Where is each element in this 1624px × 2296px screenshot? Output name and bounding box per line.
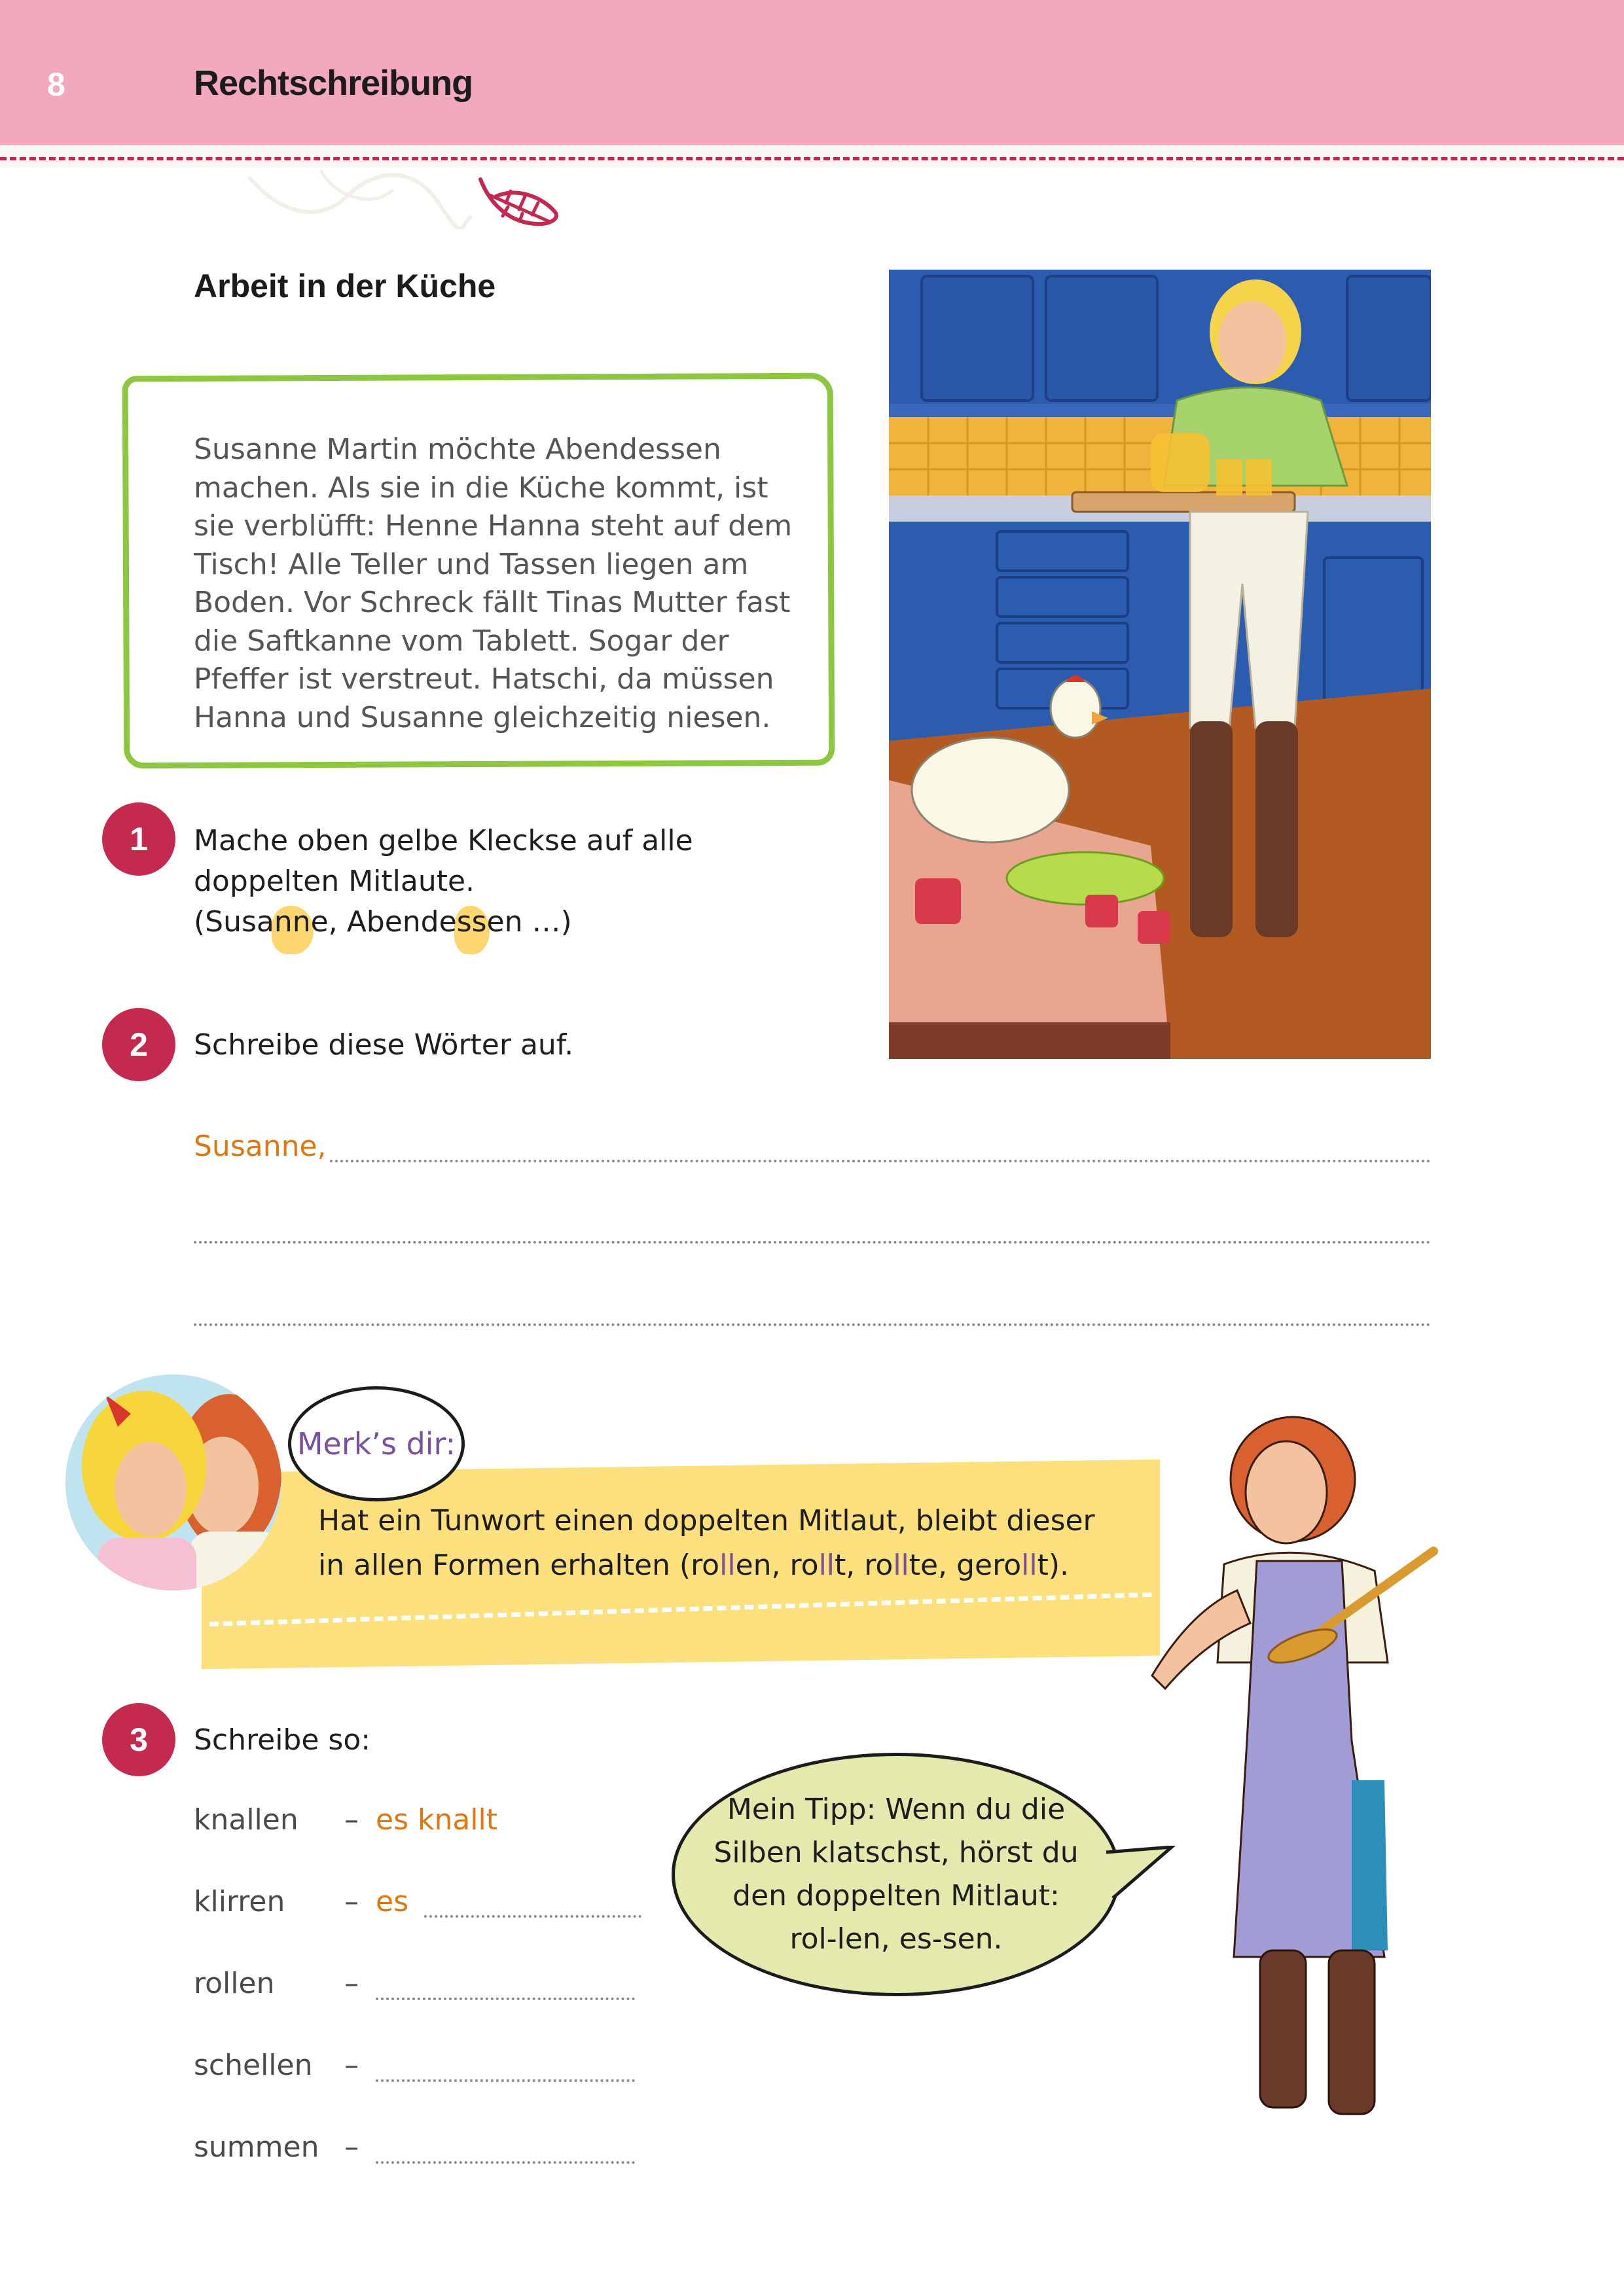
- two-girls-icon: [65, 1374, 281, 1590]
- answer-prefix: es: [376, 1885, 408, 1918]
- merk-rule-text: [318, 1499, 1143, 1588]
- story-line: Boden. Vor Schreck fällt Tinas Mutter fast: [194, 586, 791, 619]
- separator: ,: [846, 1549, 865, 1582]
- row-dash: –: [344, 2130, 359, 2164]
- row-dash: –: [344, 1885, 359, 1918]
- write-line-1[interactable]: [330, 1160, 1431, 1162]
- write-line-3[interactable]: [194, 1323, 1431, 1326]
- tip-line: den doppelten Mitlaut:: [732, 1879, 1060, 1912]
- form-part: t: [835, 1549, 846, 1582]
- section-title: Arbeit in der Küche: [194, 268, 496, 304]
- task-1-badge: 1: [102, 802, 175, 876]
- merk-line-2-prefix: in allen Formen erhalten (: [318, 1549, 691, 1582]
- form-part: te: [909, 1549, 939, 1582]
- tip-line: Mein Tipp: Wenn du die: [727, 1793, 1066, 1826]
- chapter-title: Rechtschreibung: [194, 63, 473, 103]
- story-text: [194, 431, 822, 737]
- verb-label: rollen: [194, 1967, 275, 2000]
- tip-line: rol-len, es-sen.: [789, 1922, 1003, 1956]
- story-line: Tisch! Alle Teller und Tassen liegen am: [194, 547, 749, 581]
- task-1-line: Mache oben gelbe Kleckse auf alle: [194, 824, 693, 857]
- double-consonant: ll: [893, 1549, 909, 1582]
- task-1-instruction: [194, 821, 848, 942]
- kids-portrait: [65, 1374, 281, 1590]
- form-part: gero: [956, 1549, 1022, 1582]
- example-text: (Susa: [194, 905, 274, 939]
- story-line: sie verblüfft: Henne Hanna steht auf dem: [194, 509, 793, 543]
- row-dash: –: [344, 1803, 359, 1837]
- story-line: Pfeffer ist verstreut. Hatschi, da müssen: [194, 662, 774, 696]
- form-part: t: [1037, 1549, 1049, 1582]
- verb-label: summen: [194, 2130, 319, 2164]
- example-text: en …): [486, 905, 572, 939]
- row-dash: –: [344, 1967, 359, 2000]
- merk-line-1: Hat ein Tunwort einen doppelten Mitlaut, bleibt dieser: [318, 1504, 1095, 1537]
- separator: ,: [938, 1549, 957, 1582]
- story-line: Hanna und Susanne gleichzeitig niesen.: [194, 700, 771, 734]
- task-1-example: [194, 902, 848, 942]
- double-consonant: ll: [818, 1549, 835, 1582]
- write-line-2[interactable]: [194, 1241, 1431, 1244]
- form-part: ro: [864, 1549, 893, 1582]
- task-3-instruction: Schreibe so:: [194, 1723, 371, 1757]
- example-text: e, Abende: [310, 905, 457, 939]
- task-2-example-word: Susanne,: [194, 1130, 327, 1163]
- kitchen-scene-icon: [889, 270, 1431, 1059]
- highlight-blob-ss: ss: [457, 902, 487, 942]
- exercise-row: [194, 1803, 298, 1837]
- answer-line-schellen[interactable]: [376, 2079, 635, 2082]
- merk-speech-bubble: Merk’s dir:: [288, 1386, 465, 1501]
- tip-speech-bubble: [672, 1753, 1121, 1996]
- page-number: 8: [47, 66, 65, 103]
- verb-label: klirren: [194, 1885, 285, 1918]
- story-line: machen. Als sie in die Küche kommt, ist: [194, 471, 768, 505]
- double-consonant: ll: [719, 1549, 736, 1582]
- answer-line-klirren[interactable]: [424, 1915, 641, 1918]
- story-line: die Saftkanne vom Tablett. Sogar der: [194, 624, 729, 658]
- form-part: ro: [691, 1549, 720, 1582]
- verb-label: schellen: [194, 2049, 313, 2082]
- answer-line-rollen[interactable]: [376, 1998, 635, 2000]
- answer-line-summen[interactable]: [376, 2161, 635, 2164]
- verb-label: knallen: [194, 1803, 298, 1837]
- story-line: Susanne Martin möchte Abendessen: [194, 433, 721, 466]
- task-2-instruction: Schreibe diese Wörter auf.: [194, 1028, 574, 1062]
- highlight-blob-nn: nn: [274, 902, 311, 942]
- double-consonant: ll: [1021, 1549, 1038, 1582]
- merk-line-2-suffix: ).: [1048, 1549, 1069, 1582]
- apron-girl-illustration-icon: [1126, 1414, 1453, 2134]
- separator: ,: [771, 1549, 790, 1582]
- swirl-ornament-icon: [242, 157, 478, 229]
- leaf-icon: [477, 177, 562, 229]
- row-dash: –: [344, 2049, 359, 2082]
- task-1-line: doppelten Mitlaute.: [194, 865, 475, 898]
- task-2-badge: 2: [102, 1008, 175, 1081]
- example-answer: es knallt: [376, 1803, 498, 1837]
- merk-line-2: [318, 1543, 1143, 1588]
- kitchen-illustration: [889, 270, 1431, 1059]
- form-part: en: [735, 1549, 772, 1582]
- tip-line: Silben klatschst, hörst du: [713, 1836, 1079, 1869]
- form-part: ro: [789, 1549, 819, 1582]
- tip-text: [713, 1788, 1078, 1961]
- task-3-badge: 3: [102, 1703, 175, 1776]
